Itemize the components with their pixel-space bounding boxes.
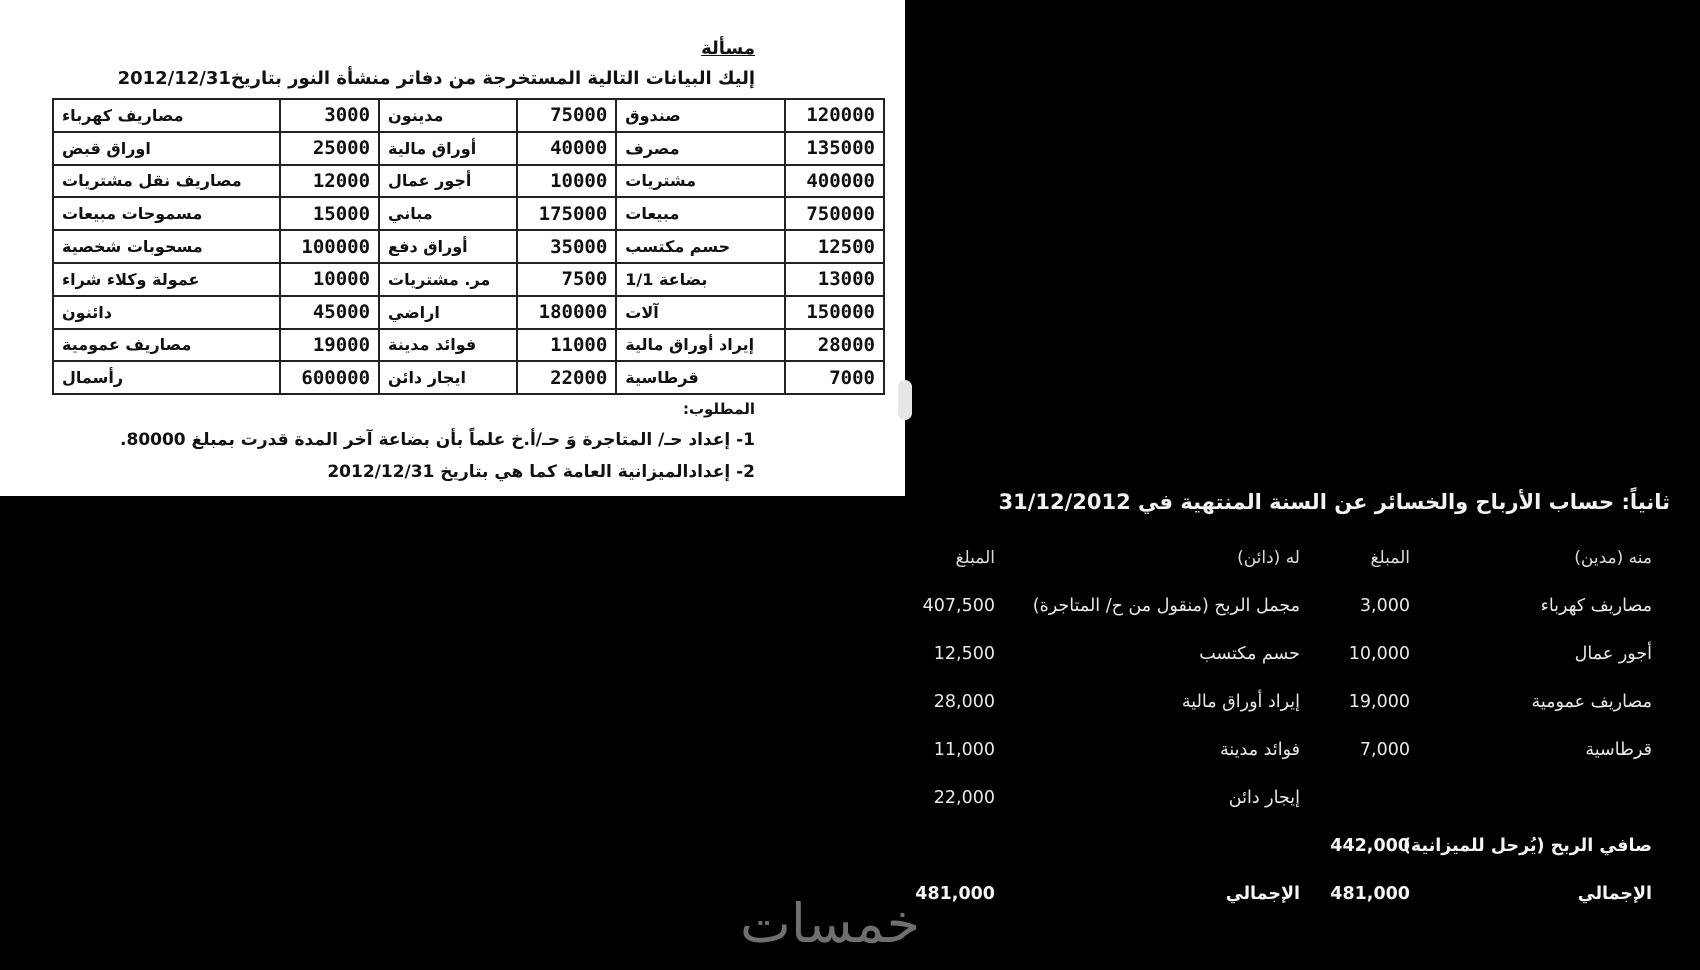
table-cell-label: أوراق دفع (379, 230, 517, 263)
table-cell-amount: 11000 (517, 329, 616, 362)
table-cell-label: مر. مشتريات (379, 263, 517, 296)
debit-amount: 19,000 (1348, 692, 1410, 712)
total-credit-label: الإجمالي (1225, 884, 1300, 904)
table-row (53, 361, 884, 394)
table-cell-label: مبيعات (616, 197, 784, 230)
sheet-intro: إليك البيانات التالية المستخرجة من دفاتر منشأة النور بتاريخ2012/12/31 (117, 68, 755, 89)
table-cell-label: أجور عمال (379, 165, 517, 198)
debit-item: مصاريف كهرباء (1540, 596, 1652, 616)
table-cell-amount: 400000 (785, 165, 884, 198)
table-cell-label: بضاعة 1/1 (616, 263, 784, 296)
credit-amount: 407,500 (922, 596, 995, 616)
table-cell-amount: 7500 (517, 263, 616, 296)
table-cell-label: مسموحات مبيعات (53, 197, 280, 230)
table-cell-amount: 600000 (280, 361, 379, 394)
table-cell-amount: 10000 (280, 263, 379, 296)
table-cell-amount: 750000 (785, 197, 884, 230)
debit-item: قرطاسية (1585, 740, 1652, 760)
debit-amount: 3,000 (1359, 596, 1410, 616)
table-cell-label: فوائد مدينة (379, 329, 517, 362)
table-row (53, 99, 884, 132)
table-cell-amount: 10000 (517, 165, 616, 198)
table-cell-label: أوراق مالية (379, 132, 517, 165)
table-cell-label: مصرف (616, 132, 784, 165)
table-cell-label: صندوق (616, 99, 784, 132)
table-cell-label: اوراق قبض (53, 132, 280, 165)
table-row (53, 197, 884, 230)
table-cell-amount: 12000 (280, 165, 379, 198)
table-row (53, 230, 884, 263)
table-cell-amount: 19000 (280, 329, 379, 362)
table-cell-label: قرطاسية (616, 361, 784, 394)
table-cell-amount: 135000 (785, 132, 884, 165)
required-heading: المطلوب: (682, 400, 755, 418)
table-cell-amount: 40000 (517, 132, 616, 165)
header-credit-item: له (دائن) (1237, 548, 1300, 568)
table-cell-amount: 3000 (280, 99, 379, 132)
credit-item: إيراد أوراق مالية (1181, 692, 1300, 712)
data-table (52, 98, 885, 395)
debit-item: أجور عمال (1574, 644, 1652, 664)
debit-item: مصاريف عمومية (1531, 692, 1652, 712)
table-cell-amount: 150000 (785, 296, 884, 329)
header-credit-amount: المبلغ (955, 548, 995, 568)
table-cell-amount: 15000 (280, 197, 379, 230)
table-cell-amount: 175000 (517, 197, 616, 230)
credit-amount: 28,000 (933, 692, 995, 712)
credit-item: مجمل الربح (منقول من ح/ المتاجرة) (1032, 596, 1300, 616)
table-cell-amount: 28000 (785, 329, 884, 362)
table-row (53, 263, 884, 296)
table-row (53, 132, 884, 165)
credit-amount: 11,000 (933, 740, 995, 760)
table-cell-amount: 25000 (280, 132, 379, 165)
sheet-heading: مسألة (701, 38, 755, 59)
problem-sheet-image (0, 0, 905, 496)
table-cell-amount: 7000 (785, 361, 884, 394)
requirement-1: 1- إعداد حـ/ المتاجرة وَ حـ/أ.خ علماً بأن بضاعة آخر المدة قدرت بمبلغ 80000. (120, 430, 755, 450)
credit-item: فوائد مدينة (1220, 740, 1300, 760)
credit-item: حسم مكتسب (1199, 644, 1300, 664)
table-cell-label: إيراد أوراق مالية (616, 329, 784, 362)
table-cell-label: آلات (616, 296, 784, 329)
table-cell-label: مباني (379, 197, 517, 230)
net-profit-label: صافي الربح (يُرحل للميزانية) (1402, 836, 1652, 856)
header-debit-item: منه (مدين) (1574, 548, 1652, 568)
table-cell-amount: 35000 (517, 230, 616, 263)
header-debit-amount: المبلغ (1370, 548, 1410, 568)
table-cell-amount: 22000 (517, 361, 616, 394)
table-cell-amount: 45000 (280, 296, 379, 329)
debit-amount: 7,000 (1359, 740, 1410, 760)
table-cell-amount: 100000 (280, 230, 379, 263)
profit-loss-account (905, 0, 1700, 970)
table-cell-amount: 75000 (517, 99, 616, 132)
table-cell-label: مشتريات (616, 165, 784, 198)
table-cell-amount: 13000 (785, 263, 884, 296)
table-cell-label: مسحوبات شخصية (53, 230, 280, 263)
credit-amount: 12,500 (933, 644, 995, 664)
table-cell-label: ايجار دائن (379, 361, 517, 394)
table-row (53, 329, 884, 362)
total-debit-amount: 481,000 (1330, 884, 1410, 904)
table-cell-label: مصاريف نقل مشتريات (53, 165, 280, 198)
table-cell-label: مصاريف كهرباء (53, 99, 280, 132)
watermark-logo: خمسات (740, 892, 921, 955)
total-credit-amount: 481,000 (915, 884, 995, 904)
total-debit-label: الإجمالي (1577, 884, 1652, 904)
table-cell-amount: 180000 (517, 296, 616, 329)
net-profit-amount: 442,000 (1330, 836, 1410, 856)
table-cell-label: اراضي (379, 296, 517, 329)
table-row (53, 296, 884, 329)
pl-title: ثانياً: حساب الأرباح والخسائر عن السنة المنتهية في 31/12/2012 (998, 490, 1670, 514)
table-cell-label: مدينون (379, 99, 517, 132)
table-cell-label: مصاريف عمومية (53, 329, 280, 362)
table-cell-amount: 120000 (785, 99, 884, 132)
credit-amount: 22,000 (933, 788, 995, 808)
table-cell-label: حسم مكتسب (616, 230, 784, 263)
credit-item: إيجار دائن (1228, 788, 1300, 808)
requirement-2: 2- إعدادالميزانية العامة كما هي بتاريخ 2012/12/31 (327, 462, 755, 482)
table-cell-label: دائنون (53, 296, 280, 329)
table-cell-label: رأسمال (53, 361, 280, 394)
table-cell-amount: 12500 (785, 230, 884, 263)
table-row (53, 165, 884, 198)
table-cell-label: عمولة وكلاء شراء (53, 263, 280, 296)
debit-amount: 10,000 (1348, 644, 1410, 664)
